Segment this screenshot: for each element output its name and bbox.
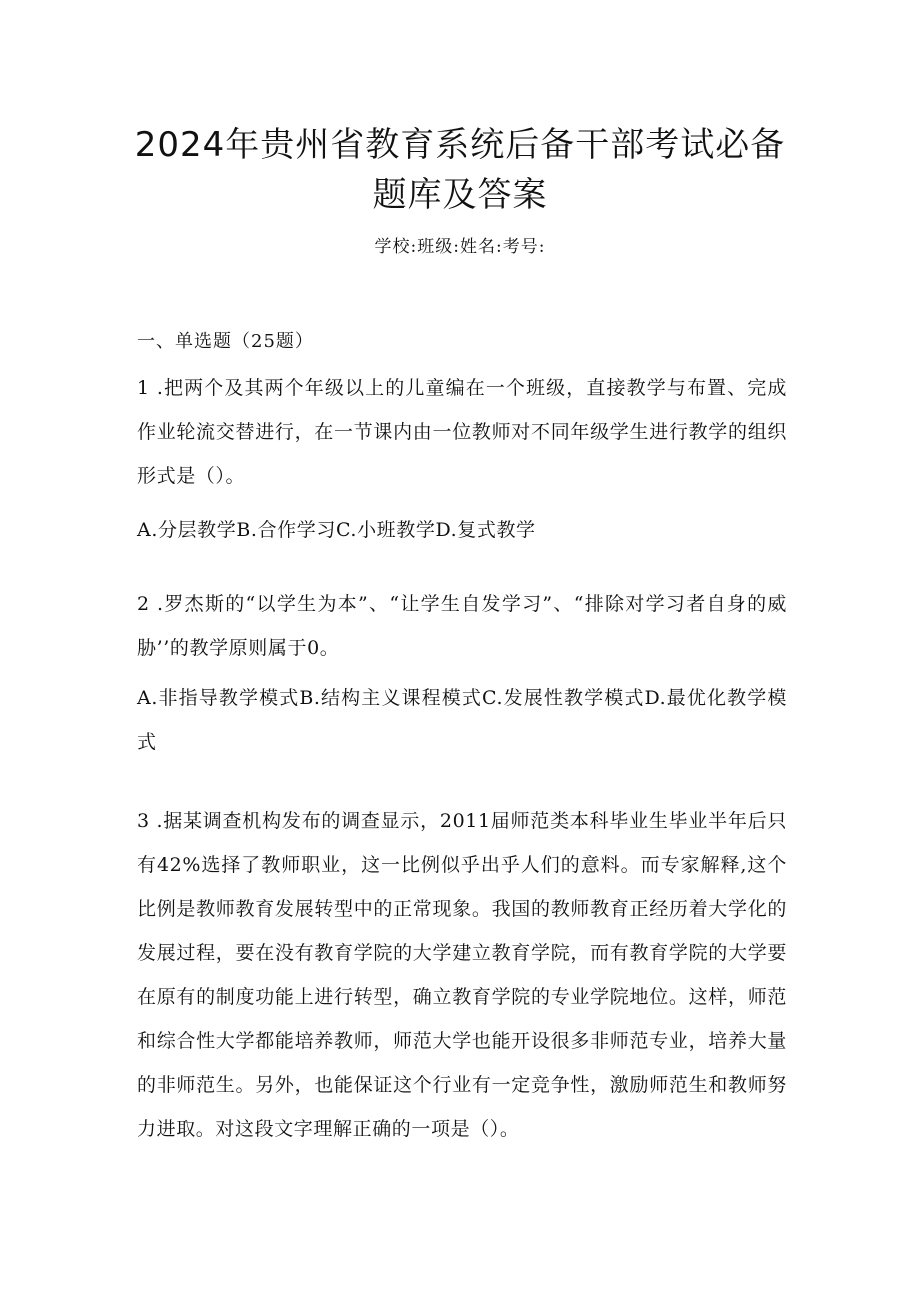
question-3-text: 3 .据某调查机构发布的调查显示，2011届师范类本科毕业生毕业半年后只有42%选择了教师职业，这一比例似乎出乎人们的意料。而专家解释,这个比例是教师教育发展转型中的正常现象。我国的教师教育正经历着大学化的发展过程，要在没有教育学院的大学建立教育学院，而有教育学院的大学要在原有的制度功能上进行转型，确立教育学院的专业学院地位。这样，师范和综合性大学都能培养教师，师范大学也能开设很多非师范专业，培养大量的非师范生。另外，也能保证这个行业有一定竞争性，激励师范生和教师努力进取。对这段文字理解正确的一项是（）。: [137, 810, 787, 1140]
question-2-options: A.非指导教学模式B.结构主义课程模式C.发展性教学模式D.最优化教学模式: [137, 687, 787, 753]
question-1-text: 1 .把两个及其两个年级以上的儿童编在一个班级，直接教学与布置、完成作业轮流交替进行，在一节课内由一位教师对不同年级学生进行教学的组织形式是（）。: [137, 377, 787, 487]
question-2-text: 2 .罗杰斯的“以学生为本”、“让学生自发学习”、“排除对学习者自身的威胁’’的教学原则属于0。: [137, 593, 787, 659]
section-heading: 一、单选题（25题）: [137, 331, 314, 352]
document-title-line-2: 题库及答案: [372, 175, 548, 215]
student-info-line: 学校:班级:姓名:考号:: [374, 237, 546, 257]
document-title-line-1: 2024年贵州省教育系统后备干部考试必备: [134, 125, 786, 165]
question-1-options: A.分层教学B.合作学习C.小班教学D.复式教学: [137, 519, 536, 541]
